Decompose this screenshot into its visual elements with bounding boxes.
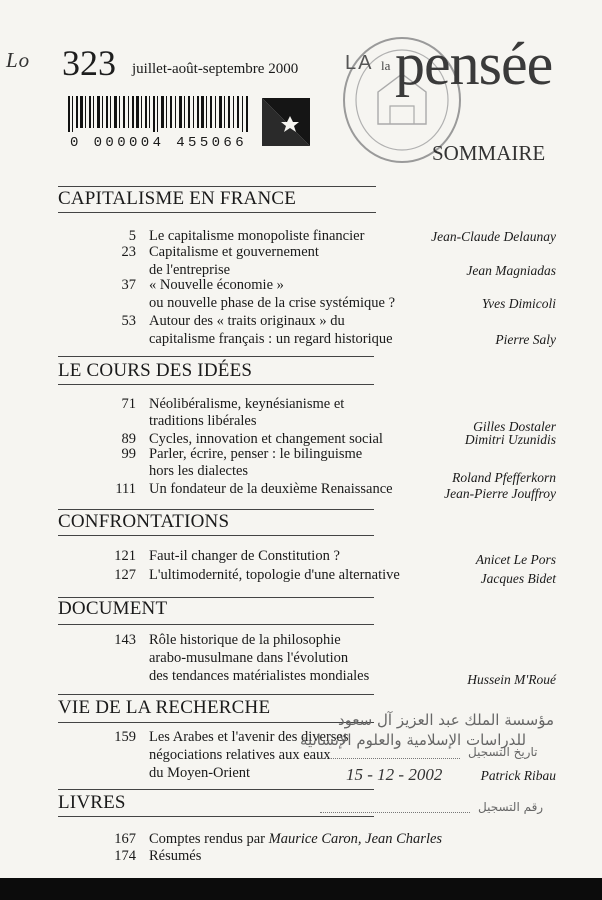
section-rule-bottom — [58, 624, 374, 625]
scan-border — [0, 878, 602, 900]
article-title: du Moyen-Orient — [149, 765, 251, 781]
section-title: LIVRES — [58, 792, 126, 813]
page-number: 159 — [114, 729, 136, 745]
page-number: 37 — [121, 277, 136, 293]
stamp-arabic-line1: مؤسسة الملك عبد العزيز آل سعود — [338, 711, 554, 729]
publisher-emblem-icon — [262, 98, 310, 146]
page-number: 174 — [114, 848, 136, 864]
section-rule-bottom — [58, 816, 374, 817]
page-number: 111 — [115, 481, 136, 497]
page-number: 127 — [114, 567, 136, 583]
article-title: des tendances matérialistes mondiales — [149, 668, 370, 684]
article-author: Jean Magniadas — [466, 263, 556, 278]
article-author: Dimitri Uzunidis — [464, 432, 556, 447]
section-rule-bottom — [58, 535, 374, 536]
article-author: Jacques Bidet — [480, 571, 556, 586]
logo-prefix: LA — [345, 52, 374, 74]
barcode-number: 0 000004 455066 — [70, 135, 248, 151]
article-title: Le capitalisme monopoliste financier — [149, 228, 365, 244]
page-number: 167 — [114, 831, 136, 847]
page-number: 71 — [121, 396, 136, 412]
section-title: LE COURS DES IDÉES — [58, 360, 253, 381]
article-title: Comptes rendus par Maurice Caron, Jean Charles — [149, 831, 443, 847]
article-author: Jean-Pierre Jouffroy — [444, 486, 556, 501]
section-rule-bottom — [58, 722, 374, 723]
article-title: arabo-musulmane dans l'évolution — [149, 650, 349, 666]
article-title: traditions libérales — [149, 413, 257, 429]
page-number: 99 — [121, 446, 136, 462]
barcode-icon — [68, 96, 256, 138]
article-title: ou nouvelle phase de la crise systémique ? — [149, 295, 396, 311]
handwritten-registration-date: 15 - 12 - 2002 — [346, 765, 443, 784]
article-author: Yves Dimicoli — [481, 296, 556, 311]
issue-number: 323 — [62, 43, 116, 83]
page-number: 121 — [114, 548, 136, 564]
article-title: Un fondateur de la deuxième Renaissance — [149, 481, 393, 497]
section-title: CAPITALISME EN FRANCE — [58, 188, 297, 209]
section-title: VIE DE LA RECHERCHE — [58, 697, 271, 718]
article-title: de l'entreprise — [149, 262, 231, 278]
article-title: Résumés — [149, 848, 202, 864]
article-title: Autour des « traits originaux » du — [149, 313, 345, 329]
article-author: Anicet Le Pors — [475, 552, 556, 567]
journal-logo: pensée — [395, 31, 553, 97]
page-number: 89 — [121, 431, 136, 447]
page-number: 143 — [114, 632, 136, 648]
issue-dates: juillet-août-septembre 2000 — [132, 61, 299, 77]
sommaire-title: SOMMAIRE — [432, 141, 546, 165]
section-title: CONFRONTATIONS — [58, 511, 230, 532]
article-title: Parler, écrire, penser : le bilinguisme — [149, 446, 363, 462]
inline-author: Maurice Caron, Jean Charles — [264, 831, 443, 847]
article-title: « Nouvelle économie » — [149, 277, 284, 293]
handwritten-note: Lo — [6, 48, 31, 72]
article-title: Les Arabes et l'avenir des diverses — [149, 729, 349, 745]
page-number: 23 — [121, 244, 136, 260]
article-title: capitalisme français : un regard historique — [149, 331, 393, 347]
stamp-arabic-number-label: رقم التسجيل — [478, 800, 544, 814]
article-title: Rôle historique de la philosophie — [149, 632, 341, 648]
article-author: Pierre Saly — [495, 332, 556, 347]
page-number: 53 — [121, 313, 136, 329]
article-author: Patrick Ribau — [480, 768, 556, 783]
article-title: L'ultimodernité, topologie d'une alternative — [149, 567, 400, 583]
article-title: Néolibéralisme, keynésianisme et — [149, 396, 345, 412]
article-author: Jean-Claude Delaunay — [431, 229, 556, 244]
section-rule-top — [58, 186, 376, 187]
article-author: Roland Pfefferkorn — [452, 470, 556, 485]
section-rule-top — [58, 694, 374, 695]
article-title: négociations relatives aux eaux — [149, 747, 331, 763]
stamp-dotted-line-2 — [320, 812, 470, 813]
article-title: Faut-il changer de Constitution ? — [149, 548, 340, 564]
section-rule-top — [58, 356, 374, 357]
article-title: Capitalisme et gouvernement — [149, 244, 319, 260]
article-author: Hussein M'Roué — [467, 672, 556, 687]
section-rule-top — [58, 789, 374, 790]
section-title: DOCUMENT — [58, 598, 168, 619]
section-rule-bottom — [58, 384, 374, 385]
section-rule-top — [58, 509, 374, 510]
stamp-dotted-line — [310, 758, 460, 759]
page-number: 5 — [128, 228, 136, 244]
stamp-arabic-date-label: تاريخ التسجيل — [468, 745, 538, 759]
article-title: hors les dialectes — [149, 463, 249, 479]
section-rule-bottom — [58, 212, 376, 213]
article-title: Cycles, innovation et changement social — [149, 431, 383, 447]
article-author: Gilles Dostaler — [473, 419, 556, 434]
logo-prefix-small: la — [381, 58, 391, 73]
stamp-arabic-line2: للدراسات الإسلامية والعلوم الإنسانية — [300, 731, 527, 749]
